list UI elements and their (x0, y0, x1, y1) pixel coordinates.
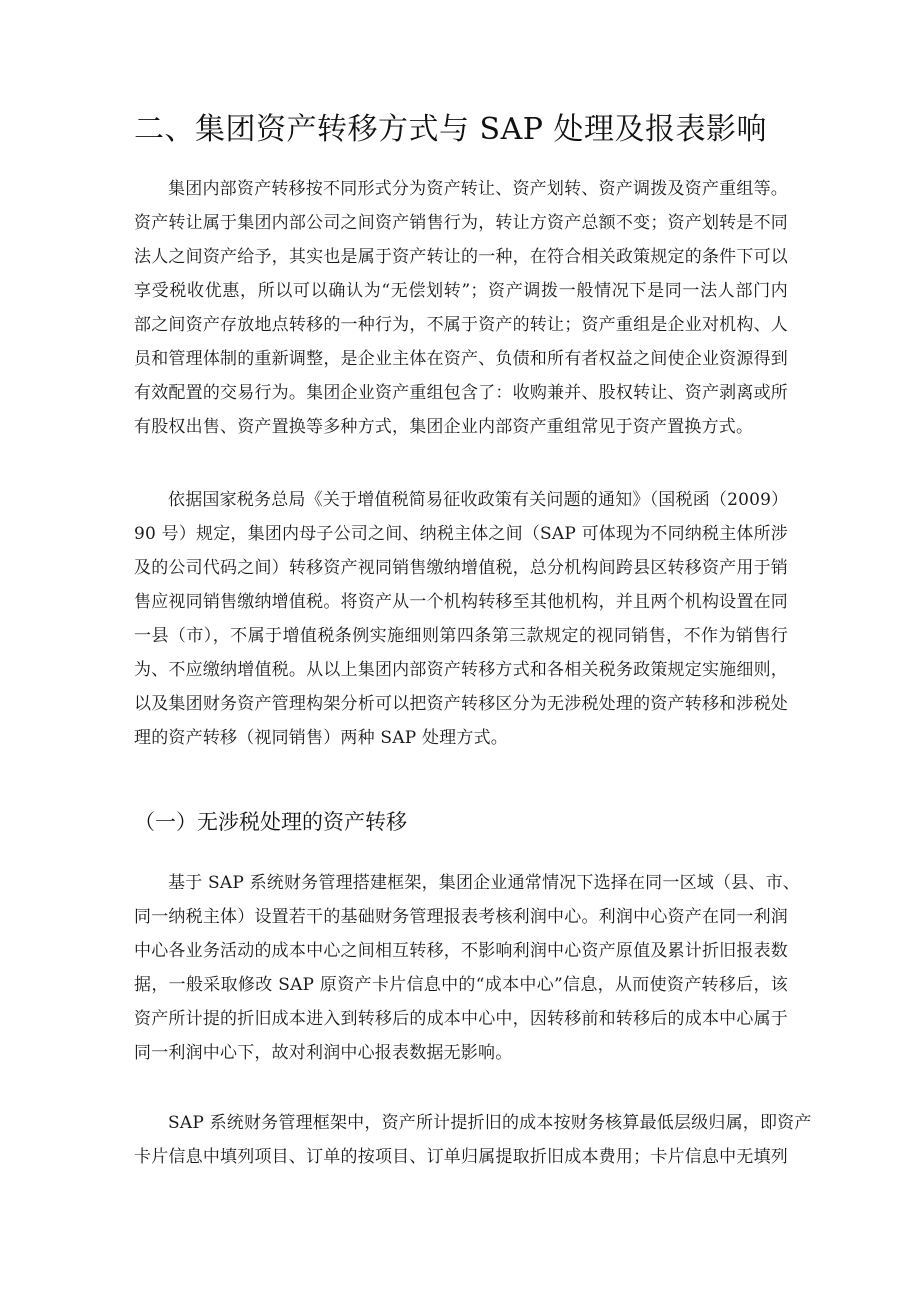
paragraph-line: 据，一般采取修改 SAP 原资产卡片信息中的“成本中心”信息，从而使资产转移后，该 (134, 975, 788, 995)
paragraph-line: 部之间资产存放地点转移的一种行为，不属于资产的转让；资产重组是企业对机构、人 (134, 315, 788, 335)
paragraph-line: 员和管理体制的重新调整，是企业主体在资产、负债和所有者权益之间使企业资源得到 (134, 349, 788, 369)
paragraph-line: SAP 系统财务管理框架中，资产所计提折旧的成本按财务核算最低层级归属，即资产 (168, 1113, 812, 1133)
paragraph-line: 卡片信息中填列项目、订单的按项目、订单归属提取折旧成本费用；卡片信息中无填列 (134, 1147, 788, 1167)
paragraph-2 (134, 483, 788, 755)
paragraph-line: 一县（市），不属于增值税条例实施细则第四条第三款规定的视同销售，不作为销售行 (134, 626, 788, 646)
subsection-heading: （一）无涉税处理的资产转移 (134, 810, 407, 834)
paragraph-line: 90 号）规定，集团内母子公司之间、纳税主体之间（SAP 可体现为不同纳税主体所涉 (134, 524, 788, 544)
paragraph-line: 有效配置的交易行为。集团企业资产重组包含了：收购兼并、股权转让、资产剥离或所 (134, 383, 788, 403)
paragraph-line: 基于 SAP 系统财务管理搭建框架，集团企业通常情况下选择在同一区域（县、市、 (168, 873, 800, 893)
paragraph-line: 有股权出售、资产置换等多种方式，集团企业内部资产重组常见于资产置换方式。 (134, 417, 754, 437)
paragraph-line: 以及集团财务资产管理构架分析可以把资产转移区分为无涉税处理的资产转移和涉税处 (134, 694, 788, 714)
section-heading: 二、集团资产转移方式与 SAP 处理及报表影响 (134, 112, 767, 147)
paragraph-line: 集团内部资产转移按不同形式分为资产转让、资产划转、资产调拨及资产重组等。 (168, 179, 788, 199)
paragraph-line: 同一利润中心下，故对利润中心报表数据无影响。 (134, 1043, 513, 1063)
paragraph-line: 资产转让属于集团内部公司之间资产销售行为，转让方资产总额不变；资产划转是不同 (134, 213, 788, 233)
paragraph-3 (134, 866, 800, 1070)
paragraph-line: 享受税收优惠，所以可以确认为“无偿划转”；资产调拨一般情况下是同一法人部门内 (134, 281, 788, 301)
paragraph-4 (134, 1106, 812, 1174)
paragraph-line: 为、不应缴纳增值税。从以上集团内部资产转移方式和各相关税务政策规定实施细则， (134, 660, 788, 680)
paragraph-line: 中心各业务活动的成本中心之间相互转移，不影响利润中心资产原值及累计折旧报表数 (134, 941, 788, 961)
paragraph-line: 售应视同销售缴纳增值税。将资产从一个机构转移至其他机构，并且两个机构设置在同 (134, 592, 788, 612)
paragraph-line: 同一纳税主体）设置若干的基础财务管理报表考核利润中心。利润中心资产在同一利润 (134, 907, 788, 927)
paragraph-line: 依据国家税务总局《关于增值税简易征收政策有关问题的通知》（国税函（2009） (168, 490, 789, 510)
paragraph-1 (134, 172, 788, 444)
paragraph-line: 理的资产转移（视同销售）两种 SAP 处理方式。 (134, 728, 508, 748)
paragraph-line: 及的公司代码之间）转移资产视同销售缴纳增值税，总分机构间跨县区转移资产用于销 (134, 558, 788, 578)
paragraph-line: 法人之间资产给予，其实也是属于资产转让的一种，在符合相关政策规定的条件下可以 (134, 247, 788, 267)
paragraph-line: 资产所计提的折旧成本进入到转移后的成本中心中，因转移前和转移后的成本中心属于 (134, 1009, 788, 1029)
